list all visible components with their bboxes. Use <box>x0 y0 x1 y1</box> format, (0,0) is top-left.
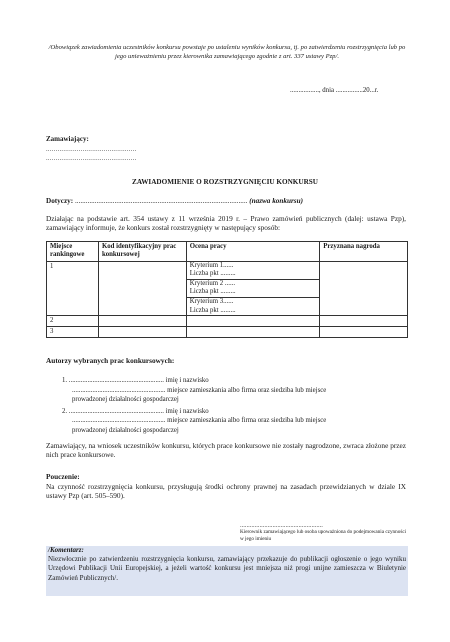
date-line: ................., dnia ................20...r. <box>290 87 379 94</box>
header-code: Kod identyfikacyjny prac konkursowej <box>98 242 186 262</box>
header-place: Miejsce rankingowe <box>47 242 99 262</box>
header-rating: Ocena pracy <box>186 242 319 262</box>
dotyczy-label: Dotyczy: <box>46 197 74 205</box>
document-title: ZAWIADOMIENIE O ROZSTRZYGNIĘCIU KONKURSU <box>132 178 318 186</box>
author-2-address-line: ....................................................... miejsce zamieszkania albo firma oraz siedziba lub miejsce <box>72 417 327 425</box>
signature-block <box>240 523 410 542</box>
code-cell <box>98 261 186 316</box>
comment-text: Niezwłocznie po zatwierdzeniu rozstrzygnięcia konkursu, zamawiający przekazuje do publikacji ogłoszenie o jego wyniku Urzędowi Publikacji Unii Europejskiej, a jeżeli wartość konkursu jest mniejsza niż progi unijne zamieszcza w Biuletynie Zamówień Publicznych/. <box>48 555 406 582</box>
criterion-3: Kryterium 3...... Liczba pkt ......... <box>189 297 236 314</box>
criterion-2: Kryterium 2 ...... Liczba pkt ......... <box>187 280 319 298</box>
dotyczy-line <box>46 197 303 205</box>
author-2-name-line: 2. ........................................................ imię i nazwisko <box>62 407 209 415</box>
header-prize: Przyznana nagroda <box>320 242 408 262</box>
zamawiajacy-label: Zamawiający: <box>46 135 89 143</box>
author-2-business-line: prowadzonej działalności gospodarczej <box>72 426 179 434</box>
table-row <box>47 261 408 316</box>
pouczenie-heading: Pouczenie: <box>46 472 80 481</box>
dotyczy-dots: ................................................................................................ <box>74 197 248 205</box>
signature-caption: Kierownik zamawiającego lub osoba upoważniona do podejmowania czynności w jego imieniu <box>240 529 407 542</box>
zamawiajacy-dots-1: ............................................... <box>46 146 137 153</box>
return-paragraph: Zamawiający, na wniosek uczestników konkursu, których prace konkursowe nie zostały nagrodzone, zwraca złożone przez nich prace konkursowe. <box>46 441 406 460</box>
pouczenie-text: Na czynność rozstrzygnięcia konkursu, przysługują środki ochrony prawnej na zasadach przewidzianych w dziale IX ustawy Pzp (art. 505–590). <box>46 482 406 501</box>
prize-cell <box>320 261 408 316</box>
place-cell: 2 <box>47 316 99 327</box>
table-row <box>47 316 408 327</box>
author-1-address-line: ....................................................... miejsce zamieszkania albo firma oraz siedziba lub miejsce <box>72 386 327 394</box>
place-cell: 1 <box>47 261 99 316</box>
authors-list <box>62 376 402 436</box>
signature-dots: ................................................... <box>240 522 323 529</box>
intro-paragraph: Działając na podstawie art. 354 ustawy z 11 września 2019 r. – Prawo zamówień publicznych (dalej: ustawa Pzp), zamawiający informuje, że konkurs został rozstrzygnięty w następujący sposób: <box>46 214 406 233</box>
criterion-1: Kryterium 1...... Liczba pkt ......... <box>187 262 319 280</box>
comment-box <box>46 546 408 596</box>
authors-heading: Autorzy wybranych prac konkursowych: <box>46 356 175 365</box>
author-1-business-line: prowadzonej działalności gospodarczej <box>72 396 179 404</box>
table-header-row <box>47 242 408 262</box>
results-table <box>46 241 408 338</box>
author-1-name-line: 1. ........................................................ imię i nazwisko <box>62 377 209 384</box>
place-cell: 3 <box>47 327 99 338</box>
dotyczy-value: (nazwa konkursu) <box>249 197 303 205</box>
zamawiajacy-dots-2: ............................................... <box>46 155 137 162</box>
table-row <box>47 327 408 338</box>
header-note: /Obowiązek zawiadomienia uczestników konkursu powstaje po ustaleniu wyników konkursu, tj. po zatwierdzeniu rozstrzygnięcia lub po jego unieważnieniu przez kierownika zamawiającego zgodnie z art. 337 ustawy Pzp/. <box>48 44 406 60</box>
zamawiajacy-block <box>46 135 136 162</box>
comment-title: /Komentarz: <box>48 546 84 554</box>
rating-cell <box>186 261 319 316</box>
